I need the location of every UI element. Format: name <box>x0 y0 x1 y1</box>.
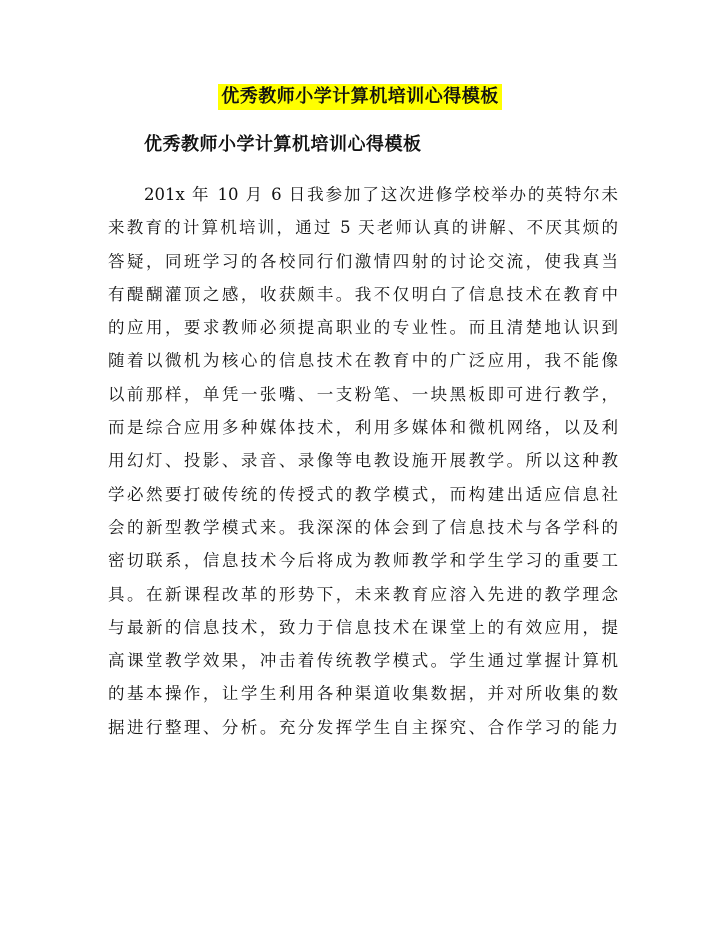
paragraph-line: 密切联系，信息技术今后将成为教师教学和学生学习的重要工 <box>108 551 618 571</box>
paragraph-line: 与最新的信息技术，致力于信息技术在课堂上的有效应用，提 <box>108 617 618 637</box>
document-title: 优秀教师小学计算机培训心得模板 <box>218 84 502 110</box>
paragraph-line: 据进行整理、分析。充分发挥学生自主探究、合作学习的能力 <box>108 717 618 737</box>
paragraph-line: 的基本操作，让学生利用各种渠道收集数据，并对所收集的数 <box>108 684 618 704</box>
paragraph-line: 高课堂教学效果，冲击着传统教学模式。学生通过掌握计算机 <box>108 651 618 671</box>
paragraph-line: 而是综合应用多种媒体技术，利用多媒体和微机网络，以及利 <box>108 418 618 438</box>
paragraph-line: 用幻灯、投影、录音、录像等电教设施开展教学。所以这种教 <box>108 451 618 471</box>
paragraph-line: 随着以微机为核心的信息技术在教育中的广泛应用，我不能像 <box>108 351 618 371</box>
document-subtitle: 优秀教师小学计算机培训心得模板 <box>144 134 422 155</box>
paragraph-line: 会的新型教学模式来。我深深的体会到了信息技术与各学科的 <box>108 517 618 537</box>
paragraph-line: 201x 年 10 月 6 日我参加了这次进修学校举办的英特尔未 <box>144 185 618 204</box>
paragraph-line: 答疑，同班学习的各校同行们激情四射的讨论交流，使我真当 <box>108 251 618 271</box>
paragraph-line: 具。在新课程改革的形势下，未来教育应溶入先进的教学理念 <box>108 584 618 604</box>
paragraph-line: 来教育的计算机培训，通过 5 天老师认真的讲解、不厌其烦的 <box>108 218 618 238</box>
paragraph-line: 的应用，要求教师必须提高职业的专业性。而且清楚地认识到 <box>108 318 618 338</box>
body-paragraph <box>108 178 618 744</box>
title-container <box>0 84 720 110</box>
paragraph-line: 有醍醐灌顶之感，收获颇丰。我不仅明白了信息技术在教育中 <box>108 284 618 304</box>
paragraph-line: 以前那样，单凭一张嘴、一支粉笔、一块黑板即可进行教学， <box>108 384 618 404</box>
paragraph-line: 学必然要打破传统的传授式的教学模式，而构建出适应信息社 <box>108 484 618 504</box>
